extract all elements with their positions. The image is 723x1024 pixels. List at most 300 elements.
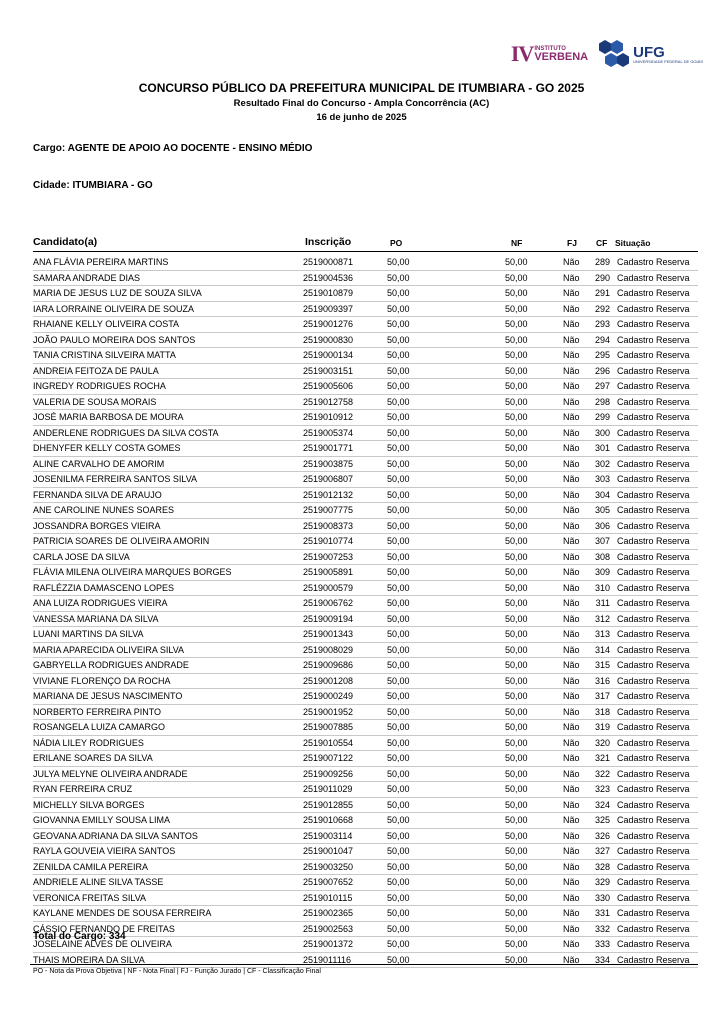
table-row <box>33 705 698 721</box>
table-row <box>33 519 698 535</box>
cell-cf: 307 <box>594 536 610 546</box>
cell-po: 50,00 <box>387 303 410 314</box>
cell-fj: Não <box>563 939 580 949</box>
table-row <box>33 503 698 519</box>
table-row <box>33 596 698 612</box>
table-row <box>33 720 698 736</box>
table-row <box>33 860 698 876</box>
cell-candidato: IARA LORRAINE OLIVEIRA DE SOUZA <box>33 303 195 314</box>
cell-inscricao: 2519001343 <box>303 629 354 639</box>
document-subtitle: Resultado Final do Concurso - Ampla Concorrência (AC) <box>233 98 490 109</box>
cell-po: 50,00 <box>387 846 410 856</box>
cell-nf: 50,00 <box>505 598 528 608</box>
cell-situacao: Cadastro Reserva <box>617 954 690 965</box>
cell-nf: 50,00 <box>505 381 528 391</box>
cell-candidato: JULYA MELYNE OLIVEIRA ANDRADE <box>33 768 188 779</box>
iv-logo-mark: IV <box>510 41 534 66</box>
cell-fj: Não <box>563 892 580 903</box>
cell-cf: 300 <box>594 427 610 438</box>
cell-candidato: ROSANGELA LUIZA CAMARGO <box>33 722 166 732</box>
table-row <box>33 302 698 318</box>
cell-po: 50,00 <box>387 799 410 810</box>
cell-po: 50,00 <box>387 954 410 965</box>
cell-inscricao: 2519007775 <box>303 505 354 515</box>
cell-fj: Não <box>563 613 580 624</box>
cell-cf: 289 <box>594 257 610 267</box>
cell-fj: Não <box>563 257 580 267</box>
cell-fj: Não <box>563 660 580 670</box>
cell-inscricao: 2519000134 <box>303 350 354 360</box>
cell-nf: 50,00 <box>505 768 528 779</box>
cell-inscricao: 2519001276 <box>303 319 354 329</box>
cell-cf: 303 <box>594 474 610 484</box>
cell-situacao: Cadastro Reserva <box>617 861 690 872</box>
cell-fj: Não <box>563 598 580 608</box>
ufg-hexagon-icon <box>596 39 630 69</box>
table-header <box>33 235 698 252</box>
cell-fj: Não <box>563 784 580 794</box>
cell-nf: 50,00 <box>505 520 528 531</box>
cell-cf: 317 <box>594 691 610 701</box>
cell-inscricao: 2519000579 <box>303 582 354 593</box>
cell-po: 50,00 <box>387 443 410 453</box>
cell-situacao: Cadastro Reserva <box>617 799 690 810</box>
cell-po: 50,00 <box>387 815 410 825</box>
table-row <box>33 488 698 504</box>
cell-nf: 50,00 <box>505 861 528 872</box>
cell-cf: 301 <box>594 443 610 453</box>
cell-situacao: Cadastro Reserva <box>617 722 690 732</box>
cell-inscricao: 2519001372 <box>303 939 354 949</box>
cell-candidato: ALINE CARVALHO DE AMORIM <box>33 458 165 469</box>
cell-candidato: VERONICA FREITAS SILVA <box>33 892 147 903</box>
cell-nf: 50,00 <box>505 815 528 825</box>
cell-situacao: Cadastro Reserva <box>617 427 690 438</box>
cell-cf: 297 <box>594 381 610 391</box>
col-nf: NF <box>511 238 523 248</box>
cell-situacao: Cadastro Reserva <box>617 939 690 949</box>
cell-nf: 50,00 <box>505 257 528 267</box>
cell-situacao: Cadastro Reserva <box>617 288 690 298</box>
cell-situacao: Cadastro Reserva <box>617 334 690 345</box>
cell-nf: 50,00 <box>505 427 528 438</box>
cell-nf: 50,00 <box>505 319 528 329</box>
cell-cf: 331 <box>594 908 610 918</box>
table-row <box>33 736 698 752</box>
table-row <box>33 472 698 488</box>
cell-cf: 324 <box>594 799 610 810</box>
cell-fj: Não <box>563 644 580 655</box>
cell-situacao: Cadastro Reserva <box>617 737 690 748</box>
cell-fj: Não <box>563 582 580 593</box>
cell-inscricao: 2519010879 <box>303 288 354 298</box>
table-row <box>33 643 698 659</box>
cell-nf: 50,00 <box>505 877 528 887</box>
document-title: CONCURSO PÚBLICO DA PREFEITURA MUNICIPAL DE ITUMBIARA - GO 2025 <box>138 81 585 95</box>
cell-inscricao: 2519000249 <box>303 691 354 701</box>
cell-inscricao: 2519003114 <box>303 830 353 841</box>
cell-po: 50,00 <box>387 365 410 376</box>
cell-situacao: Cadastro Reserva <box>617 908 690 918</box>
cargo-label: Cargo: AGENTE DE APOIO AO DOCENTE - ENSINO MÉDIO <box>33 143 313 154</box>
cell-situacao: Cadastro Reserva <box>617 768 690 779</box>
cell-cf: 321 <box>594 753 610 763</box>
cell-po: 50,00 <box>387 319 410 329</box>
table-row <box>33 844 698 860</box>
cell-fj: Não <box>563 737 580 748</box>
cell-fj: Não <box>563 365 580 376</box>
cell-candidato: FLÁVIA MILENA OLIVEIRA MARQUES BORGES <box>33 567 232 577</box>
cell-cf: 325 <box>594 815 610 825</box>
cell-nf: 50,00 <box>505 675 528 686</box>
cell-situacao: Cadastro Reserva <box>617 381 690 391</box>
cell-nf: 50,00 <box>505 722 528 732</box>
cell-nf: 50,00 <box>505 365 528 376</box>
table-row <box>33 255 698 271</box>
table-row <box>33 922 698 938</box>
table-row <box>33 379 698 395</box>
cell-situacao: Cadastro Reserva <box>617 505 690 515</box>
table-row <box>33 906 698 922</box>
cell-fj: Não <box>563 412 580 422</box>
cell-po: 50,00 <box>387 753 410 763</box>
cell-candidato: GEOVANA ADRIANA DA SILVA SANTOS <box>33 830 198 841</box>
table-row <box>33 286 698 302</box>
cell-situacao: Cadastro Reserva <box>617 923 690 934</box>
cell-cf: 308 <box>594 551 610 562</box>
cell-candidato: ERILANE SOARES DA SILVA <box>33 753 153 763</box>
total-cargo: Total do Cargo: 334 <box>33 931 126 942</box>
cell-fj: Não <box>563 923 580 934</box>
cell-inscricao: 2519005891 <box>303 567 354 577</box>
cell-po: 50,00 <box>387 629 410 639</box>
cell-fj: Não <box>563 272 580 283</box>
col-inscricao: Inscrição <box>305 236 352 248</box>
cell-cf: 315 <box>594 660 610 670</box>
cell-fj: Não <box>563 520 580 531</box>
cell-situacao: Cadastro Reserva <box>617 846 690 856</box>
cell-nf: 50,00 <box>505 288 528 298</box>
cell-fj: Não <box>563 706 580 717</box>
table-row <box>33 767 698 783</box>
cell-cf: 328 <box>594 861 610 872</box>
cell-candidato: ANA FLÁVIA PEREIRA MARTINS <box>33 257 169 267</box>
table-row <box>33 333 698 349</box>
cell-inscricao: 2519008029 <box>303 644 354 655</box>
cell-situacao: Cadastro Reserva <box>617 753 690 763</box>
cell-po: 50,00 <box>387 660 410 670</box>
table-row <box>33 348 698 364</box>
cell-nf: 50,00 <box>505 474 528 484</box>
cell-po: 50,00 <box>387 505 410 515</box>
cell-situacao: Cadastro Reserva <box>617 458 690 469</box>
cell-po: 50,00 <box>387 939 410 949</box>
cell-po: 50,00 <box>387 892 410 903</box>
cell-cf: 310 <box>594 582 610 593</box>
cell-nf: 50,00 <box>505 582 528 593</box>
table-row <box>33 457 698 473</box>
ufg-logo-text: UFG <box>633 43 665 61</box>
cell-fj: Não <box>563 443 580 453</box>
cell-cf: 316 <box>594 675 610 686</box>
cell-nf: 50,00 <box>505 753 528 763</box>
cell-candidato: ANE CAROLINE NUNES SOARES <box>33 505 175 515</box>
table-row <box>33 829 698 845</box>
cell-inscricao: 2519007885 <box>303 722 354 732</box>
table-row <box>33 410 698 426</box>
cell-po: 50,00 <box>387 272 410 283</box>
cell-situacao: Cadastro Reserva <box>617 257 690 267</box>
cell-situacao: Cadastro Reserva <box>617 815 690 825</box>
cell-po: 50,00 <box>387 396 410 407</box>
cell-situacao: Cadastro Reserva <box>617 303 690 314</box>
cell-candidato: ANA LUIZA RODRIGUES VIEIRA <box>33 598 168 608</box>
cell-fj: Não <box>563 567 580 577</box>
cell-po: 50,00 <box>387 877 410 887</box>
table-row <box>33 798 698 814</box>
table-row <box>33 534 698 550</box>
cell-po: 50,00 <box>387 722 410 732</box>
cell-cf: 323 <box>594 784 610 794</box>
cell-situacao: Cadastro Reserva <box>617 675 690 686</box>
cell-inscricao: 2519006762 <box>303 598 354 608</box>
cell-fj: Não <box>563 799 580 810</box>
col-candidato: Candidato(a) <box>33 236 98 248</box>
cell-cf: 311 <box>595 598 610 608</box>
cell-po: 50,00 <box>387 536 410 546</box>
cell-situacao: Cadastro Reserva <box>617 892 690 903</box>
table-row <box>33 658 698 674</box>
cell-situacao: Cadastro Reserva <box>617 520 690 531</box>
cell-fj: Não <box>563 396 580 407</box>
cell-po: 50,00 <box>387 520 410 531</box>
cell-situacao: Cadastro Reserva <box>617 551 690 562</box>
cell-po: 50,00 <box>387 784 410 794</box>
cell-fj: Não <box>563 877 580 887</box>
document-date: 16 de junho de 2025 <box>316 112 407 123</box>
cell-fj: Não <box>563 474 580 484</box>
cell-situacao: Cadastro Reserva <box>617 644 690 655</box>
cell-situacao: Cadastro Reserva <box>617 660 690 670</box>
cell-po: 50,00 <box>387 598 410 608</box>
col-cf: CF <box>596 238 608 248</box>
cell-candidato: DHENYFER KELLY COSTA GOMES <box>33 443 181 453</box>
ufg-logo-subtext: UNIVERSIDADE FEDERAL DE GOIÁS <box>633 58 703 64</box>
cell-fj: Não <box>563 861 580 872</box>
cell-nf: 50,00 <box>505 443 528 453</box>
cell-nf: 50,00 <box>505 396 528 407</box>
cell-nf: 50,00 <box>505 505 528 515</box>
cell-cf: 326 <box>594 830 610 841</box>
table-row <box>33 813 698 829</box>
cell-candidato: ANDREIA FEITOZA DE PAULA <box>33 365 159 376</box>
cell-nf: 50,00 <box>505 458 528 469</box>
cell-inscricao: 2519008373 <box>303 520 354 531</box>
cell-nf: 50,00 <box>505 939 528 949</box>
cell-inscricao: 2519010668 <box>303 815 354 825</box>
cell-inscricao: 2519002365 <box>303 908 354 918</box>
cell-po: 50,00 <box>387 706 410 717</box>
cell-nf: 50,00 <box>505 613 528 624</box>
cell-nf: 50,00 <box>505 954 528 965</box>
cell-cf: 327 <box>594 846 610 856</box>
cell-candidato: CARLA JOSE DA SILVA <box>33 551 130 562</box>
cidade-label: Cidade: ITUMBIARA - GO <box>33 180 153 191</box>
table-row <box>33 550 698 566</box>
cell-nf: 50,00 <box>505 908 528 918</box>
cell-po: 50,00 <box>387 830 410 841</box>
cell-cf: 319 <box>594 722 610 732</box>
cell-candidato: GIOVANNA EMILLY SOUSA LIMA <box>33 815 171 825</box>
cell-candidato: MARIANA DE JESUS NASCIMENTO <box>33 691 183 701</box>
cell-po: 50,00 <box>387 567 410 577</box>
table-row <box>33 674 698 690</box>
col-po: PO <box>390 238 403 248</box>
cell-inscricao: 2519001771 <box>303 443 354 453</box>
cell-inscricao: 2519006807 <box>303 474 354 484</box>
cell-nf: 50,00 <box>505 412 528 422</box>
cell-cf: 306 <box>594 520 610 531</box>
cell-candidato: JOSENILMA FERREIRA SANTOS SILVA <box>33 474 198 484</box>
col-fj: FJ <box>567 238 577 248</box>
cell-nf: 50,00 <box>505 350 528 360</box>
cell-situacao: Cadastro Reserva <box>617 443 690 453</box>
cell-candidato: INGREDY RODRIGUES ROCHA <box>33 381 166 391</box>
table-row <box>33 627 698 643</box>
table-row <box>33 612 698 628</box>
ufg-logo <box>596 39 703 69</box>
cell-situacao: Cadastro Reserva <box>617 365 690 376</box>
cell-inscricao: 2519012132 <box>303 489 354 500</box>
table-row <box>33 364 698 380</box>
cell-fj: Não <box>563 489 580 500</box>
cell-fj: Não <box>563 288 580 298</box>
cell-cf: 302 <box>594 458 610 469</box>
cell-inscricao: 2519011029 <box>303 784 353 794</box>
cell-cf: 322 <box>594 768 610 779</box>
footnote-legend: PO - Nota da Prova Objetiva | NF - Nota Final | FJ - Função Jurado | CF - Classificação Final <box>33 968 321 975</box>
cell-fj: Não <box>563 629 580 639</box>
cell-po: 50,00 <box>387 691 410 701</box>
cell-situacao: Cadastro Reserva <box>617 691 690 701</box>
cell-cf: 314 <box>594 644 610 655</box>
cell-inscricao: 2519009256 <box>303 768 354 779</box>
cell-fj: Não <box>563 753 580 763</box>
cell-fj: Não <box>563 505 580 515</box>
cell-po: 50,00 <box>387 427 410 438</box>
cell-candidato: JOSELAINE ALVES DE OLIVEIRA <box>33 939 172 949</box>
cell-candidato: ANDERLENE RODRIGUES DA SILVA COSTA <box>33 427 219 438</box>
cell-inscricao: 2519001952 <box>303 706 354 717</box>
cell-cf: 333 <box>594 939 610 949</box>
table-row <box>33 317 698 333</box>
results-table-body <box>33 255 698 968</box>
cell-fj: Não <box>563 350 580 360</box>
cell-situacao: Cadastro Reserva <box>617 629 690 639</box>
cell-candidato: ZENILDA CAMILA PEREIRA <box>33 861 149 872</box>
cell-fj: Não <box>563 458 580 469</box>
cell-situacao: Cadastro Reserva <box>617 706 690 717</box>
cell-inscricao: 2519012758 <box>303 396 354 407</box>
cell-nf: 50,00 <box>505 830 528 841</box>
cell-inscricao: 2519005374 <box>303 427 354 438</box>
table-row <box>33 565 698 581</box>
cell-candidato: NÁDIA LILEY RODRIGUES <box>33 737 144 748</box>
cell-nf: 50,00 <box>505 784 528 794</box>
cell-po: 50,00 <box>387 613 410 624</box>
cell-situacao: Cadastro Reserva <box>617 412 690 422</box>
cell-inscricao: 2519000871 <box>303 257 354 267</box>
cell-nf: 50,00 <box>505 892 528 903</box>
cell-cf: 334 <box>594 954 610 965</box>
cell-candidato: CÁSSIO FERNANDO DE FREITAS <box>33 923 175 934</box>
cell-situacao: Cadastro Reserva <box>617 272 690 283</box>
cell-cf: 295 <box>594 350 610 360</box>
cell-situacao: Cadastro Reserva <box>617 396 690 407</box>
cell-candidato: THAIS MOREIRA DA SILVA <box>33 954 145 965</box>
table-row <box>33 271 698 287</box>
iv-logo-big-text: VERBENA <box>534 50 589 63</box>
cell-inscricao: 2519002563 <box>303 923 354 934</box>
cell-po: 50,00 <box>387 474 410 484</box>
cell-candidato: RHAIANE KELLY OLIVEIRA COSTA <box>33 319 180 329</box>
cell-inscricao: 2519001208 <box>303 675 354 686</box>
cell-situacao: Cadastro Reserva <box>617 489 690 500</box>
cell-cf: 305 <box>594 505 610 515</box>
cell-fj: Não <box>563 768 580 779</box>
cell-po: 50,00 <box>387 908 410 918</box>
cell-inscricao: 2519003151 <box>303 365 354 376</box>
cell-cf: 318 <box>594 706 610 717</box>
cell-fj: Não <box>563 319 580 329</box>
cell-fj: Não <box>563 830 580 841</box>
cell-po: 50,00 <box>387 288 410 298</box>
cell-po: 50,00 <box>387 489 410 500</box>
cell-nf: 50,00 <box>505 303 528 314</box>
cell-cf: 309 <box>594 567 610 577</box>
cell-candidato: MICHELLY SILVA BORGES <box>33 799 145 810</box>
cell-po: 50,00 <box>387 582 410 593</box>
table-row <box>33 395 698 411</box>
cell-situacao: Cadastro Reserva <box>617 598 690 608</box>
cell-fj: Não <box>563 908 580 918</box>
table-row <box>33 875 698 891</box>
cell-inscricao: 2519001047 <box>303 846 354 856</box>
cell-inscricao: 2519010774 <box>303 536 354 546</box>
cell-cf: 330 <box>594 892 610 903</box>
cell-inscricao: 2519009397 <box>303 303 354 314</box>
cell-nf: 50,00 <box>505 706 528 717</box>
cell-cf: 294 <box>594 334 610 345</box>
cell-candidato: LUANI MARTINS DA SILVA <box>33 629 144 639</box>
table-row <box>33 953 698 969</box>
cell-inscricao: 2519012855 <box>303 799 354 810</box>
cell-po: 50,00 <box>387 923 410 934</box>
cell-cf: 332 <box>594 923 610 934</box>
cell-inscricao: 2519009194 <box>303 613 354 624</box>
cell-candidato: VIVIANE FLORENÇO DA ROCHA <box>33 675 171 686</box>
cell-candidato: SAMARA ANDRADE DIAS <box>33 272 141 283</box>
cell-cf: 298 <box>594 396 610 407</box>
cell-fj: Não <box>563 675 580 686</box>
footer-divider <box>30 964 698 965</box>
col-situacao: Situação <box>615 238 651 248</box>
cell-fj: Não <box>563 427 580 438</box>
cell-inscricao: 2519011116 <box>303 954 352 965</box>
cell-candidato: NORBERTO FERREIRA PINTO <box>33 706 162 717</box>
cell-candidato: RYAN FERREIRA CRUZ <box>33 784 133 794</box>
cell-candidato: VANESSA MARIANA DA SILVA <box>33 613 159 624</box>
